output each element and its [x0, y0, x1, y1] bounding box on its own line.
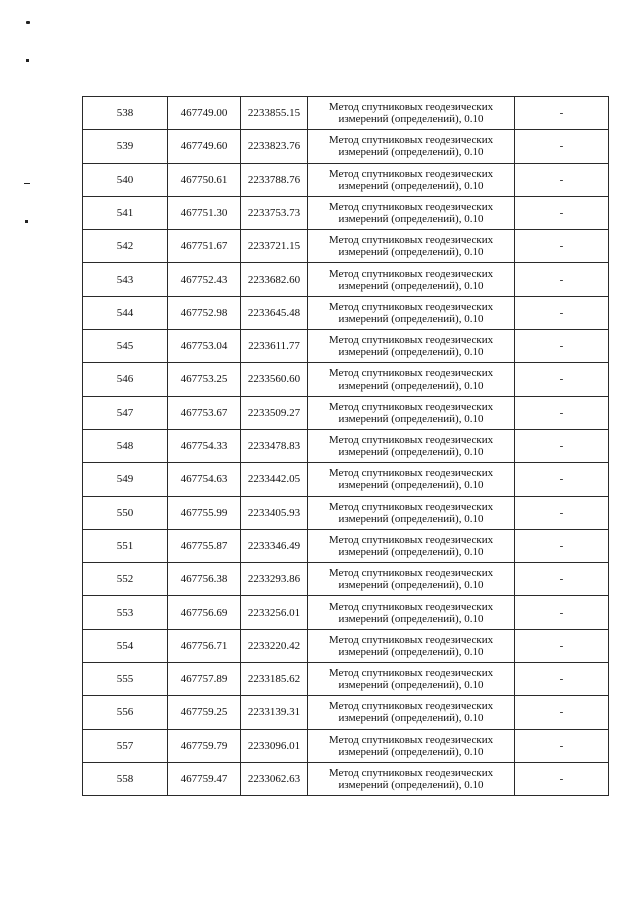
point-number-cell: 540 — [83, 163, 168, 196]
point-number-cell: 556 — [83, 696, 168, 729]
method-cell — [308, 429, 515, 462]
x-coordinate-cell: 467759.47 — [168, 762, 241, 795]
x-coordinate-cell: 467751.30 — [168, 196, 241, 229]
x-coordinate-cell: 467759.25 — [168, 696, 241, 729]
note-cell: - — [515, 496, 609, 529]
table-row — [83, 629, 609, 662]
point-number-cell: 546 — [83, 363, 168, 396]
table-row — [83, 330, 609, 363]
note-cell: - — [515, 130, 609, 163]
method-cell — [308, 263, 515, 296]
y-coordinate-cell: 2233096.01 — [241, 729, 308, 762]
point-number-cell: 547 — [83, 396, 168, 429]
method-cell — [308, 729, 515, 762]
note-cell: - — [515, 363, 609, 396]
note-cell: - — [515, 629, 609, 662]
method-text-line1: Метод спутниковых геодезических — [328, 633, 494, 646]
note-cell: - — [515, 230, 609, 263]
note-cell: - — [515, 529, 609, 562]
x-coordinate-cell: 467756.71 — [168, 629, 241, 662]
method-text-line2: измерений (определений), 0.10 — [338, 113, 484, 126]
method-text-line2: измерений (определений), 0.10 — [338, 512, 484, 525]
table-row — [83, 196, 609, 229]
x-coordinate-cell: 467753.25 — [168, 363, 241, 396]
point-number-cell: 539 — [83, 130, 168, 163]
x-coordinate-cell: 467751.67 — [168, 230, 241, 263]
x-coordinate-cell: 467749.60 — [168, 130, 241, 163]
note-cell: - — [515, 396, 609, 429]
point-number-cell: 553 — [83, 596, 168, 629]
method-text-line2: измерений (определений), 0.10 — [338, 213, 484, 226]
method-text-line2: измерений (определений), 0.10 — [338, 712, 484, 725]
note-cell: - — [515, 296, 609, 329]
method-cell — [308, 463, 515, 496]
method-text-line2: измерений (определений), 0.10 — [338, 479, 484, 492]
point-number-cell: 544 — [83, 296, 168, 329]
method-text-line1: Метод спутниковых геодезических — [328, 367, 494, 380]
x-coordinate-cell: 467754.63 — [168, 463, 241, 496]
method-text-line2: измерений (определений), 0.10 — [338, 779, 484, 792]
method-text-line1: Метод спутниковых геодезических — [328, 300, 494, 313]
method-text-line2: измерений (определений), 0.10 — [338, 279, 484, 292]
method-text-line2: измерений (определений), 0.10 — [338, 645, 484, 658]
method-cell — [308, 130, 515, 163]
method-cell — [308, 596, 515, 629]
method-text-line1: Метод спутниковых геодезических — [328, 234, 494, 247]
x-coordinate-cell: 467755.87 — [168, 529, 241, 562]
table-row — [83, 363, 609, 396]
y-coordinate-cell: 2233220.42 — [241, 629, 308, 662]
method-cell — [308, 163, 515, 196]
method-text-line1: Метод спутниковых геодезических — [328, 434, 494, 447]
method-text-line2: измерений (определений), 0.10 — [338, 246, 484, 259]
method-cell — [308, 529, 515, 562]
note-cell: - — [515, 163, 609, 196]
y-coordinate-cell: 2233509.27 — [241, 396, 308, 429]
point-number-cell: 550 — [83, 496, 168, 529]
method-text-line1: Метод спутниковых геодезических — [328, 400, 494, 413]
table-row — [83, 463, 609, 496]
method-text-line1: Метод спутниковых геодезических — [328, 700, 494, 713]
point-number-cell: 555 — [83, 663, 168, 696]
x-coordinate-cell: 467752.98 — [168, 296, 241, 329]
note-cell: - — [515, 463, 609, 496]
x-coordinate-cell: 467756.38 — [168, 563, 241, 596]
note-cell: - — [515, 196, 609, 229]
point-number-cell: 554 — [83, 629, 168, 662]
method-cell — [308, 97, 515, 130]
y-coordinate-cell: 2233645.48 — [241, 296, 308, 329]
y-coordinate-cell: 2233346.49 — [241, 529, 308, 562]
table-row — [83, 296, 609, 329]
method-text-line2: измерений (определений), 0.10 — [338, 446, 484, 459]
point-number-cell: 558 — [83, 762, 168, 795]
note-cell: - — [515, 330, 609, 363]
method-text-line1: Метод спутниковых геодезических — [328, 733, 494, 746]
table-row — [83, 230, 609, 263]
table-row — [83, 496, 609, 529]
x-coordinate-cell: 467756.69 — [168, 596, 241, 629]
x-coordinate-cell: 467753.04 — [168, 330, 241, 363]
y-coordinate-cell: 2233256.01 — [241, 596, 308, 629]
method-text-line1: Метод спутниковых геодезических — [328, 101, 494, 114]
y-coordinate-cell: 2233823.76 — [241, 130, 308, 163]
x-coordinate-cell: 467753.67 — [168, 396, 241, 429]
table-row — [83, 696, 609, 729]
method-cell — [308, 696, 515, 729]
method-text-line2: измерений (определений), 0.10 — [338, 346, 484, 359]
y-coordinate-cell: 2233560.60 — [241, 363, 308, 396]
method-text-line2: измерений (определений), 0.10 — [338, 312, 484, 325]
note-cell: - — [515, 663, 609, 696]
method-text-line1: Метод спутниковых геодезических — [328, 267, 494, 280]
table-row — [83, 97, 609, 130]
x-coordinate-cell: 467754.33 — [168, 429, 241, 462]
method-text-line2: измерений (определений), 0.10 — [338, 745, 484, 758]
table-row — [83, 663, 609, 696]
x-coordinate-cell: 467759.79 — [168, 729, 241, 762]
method-text-line2: измерений (определений), 0.10 — [338, 412, 484, 425]
note-cell: - — [515, 729, 609, 762]
coordinates-table-body — [83, 97, 609, 796]
point-number-cell: 552 — [83, 563, 168, 596]
note-cell: - — [515, 596, 609, 629]
y-coordinate-cell: 2233139.31 — [241, 696, 308, 729]
y-coordinate-cell: 2233753.73 — [241, 196, 308, 229]
scan-mark — [26, 21, 30, 24]
point-number-cell: 538 — [83, 97, 168, 130]
method-cell — [308, 396, 515, 429]
point-number-cell: 548 — [83, 429, 168, 462]
point-number-cell: 543 — [83, 263, 168, 296]
y-coordinate-cell: 2233682.60 — [241, 263, 308, 296]
point-number-cell: 551 — [83, 529, 168, 562]
method-text-line2: измерений (определений), 0.10 — [338, 612, 484, 625]
method-text-line1: Метод спутниковых геодезических — [328, 134, 494, 147]
method-text-line1: Метод спутниковых геодезических — [328, 200, 494, 213]
method-cell — [308, 330, 515, 363]
method-cell — [308, 496, 515, 529]
method-text-line2: измерений (определений), 0.10 — [338, 179, 484, 192]
method-text-line1: Метод спутниковых геодезических — [328, 766, 494, 779]
method-text-line2: измерений (определений), 0.10 — [338, 379, 484, 392]
table-row — [83, 563, 609, 596]
method-text-line1: Метод спутниковых геодезических — [328, 567, 494, 580]
method-cell — [308, 296, 515, 329]
table-row — [83, 130, 609, 163]
y-coordinate-cell: 2233478.83 — [241, 429, 308, 462]
method-cell — [308, 363, 515, 396]
y-coordinate-cell: 2233611.77 — [241, 330, 308, 363]
table-row — [83, 529, 609, 562]
note-cell: - — [515, 97, 609, 130]
y-coordinate-cell: 2233293.86 — [241, 563, 308, 596]
y-coordinate-cell: 2233721.15 — [241, 230, 308, 263]
y-coordinate-cell: 2233185.62 — [241, 663, 308, 696]
note-cell: - — [515, 696, 609, 729]
method-text-line1: Метод спутниковых геодезических — [328, 167, 494, 180]
x-coordinate-cell: 467757.89 — [168, 663, 241, 696]
point-number-cell: 541 — [83, 196, 168, 229]
point-number-cell: 549 — [83, 463, 168, 496]
table-row — [83, 729, 609, 762]
scan-mark — [25, 220, 28, 223]
scan-mark — [26, 59, 29, 62]
method-text-line1: Метод спутниковых геодезических — [328, 600, 494, 613]
table-row — [83, 596, 609, 629]
method-text-line1: Метод спутниковых геодезических — [328, 467, 494, 480]
method-cell — [308, 629, 515, 662]
coordinates-table — [82, 96, 609, 796]
y-coordinate-cell: 2233788.76 — [241, 163, 308, 196]
note-cell: - — [515, 563, 609, 596]
point-number-cell: 545 — [83, 330, 168, 363]
table-row — [83, 263, 609, 296]
method-cell — [308, 663, 515, 696]
y-coordinate-cell: 2233062.63 — [241, 762, 308, 795]
point-number-cell: 557 — [83, 729, 168, 762]
method-text-line1: Метод спутниковых геодезических — [328, 334, 494, 347]
table-row — [83, 762, 609, 795]
x-coordinate-cell: 467752.43 — [168, 263, 241, 296]
table-row — [83, 163, 609, 196]
note-cell: - — [515, 762, 609, 795]
y-coordinate-cell: 2233442.05 — [241, 463, 308, 496]
method-text-line1: Метод спутниковых геодезических — [328, 533, 494, 546]
method-text-line1: Метод спутниковых геодезических — [328, 500, 494, 513]
method-cell — [308, 196, 515, 229]
method-cell — [308, 762, 515, 795]
table-row — [83, 396, 609, 429]
point-number-cell: 542 — [83, 230, 168, 263]
note-cell: - — [515, 263, 609, 296]
method-text-line2: измерений (определений), 0.10 — [338, 146, 484, 159]
method-text-line1: Метод спутниковых геодезических — [328, 667, 494, 680]
method-cell — [308, 230, 515, 263]
y-coordinate-cell: 2233405.93 — [241, 496, 308, 529]
x-coordinate-cell: 467750.61 — [168, 163, 241, 196]
y-coordinate-cell: 2233855.15 — [241, 97, 308, 130]
method-text-line2: измерений (определений), 0.10 — [338, 679, 484, 692]
table-row — [83, 429, 609, 462]
method-cell — [308, 563, 515, 596]
x-coordinate-cell: 467749.00 — [168, 97, 241, 130]
scan-mark — [24, 183, 30, 184]
method-text-line2: измерений (определений), 0.10 — [338, 579, 484, 592]
x-coordinate-cell: 467755.99 — [168, 496, 241, 529]
method-text-line2: измерений (определений), 0.10 — [338, 546, 484, 558]
note-cell: - — [515, 429, 609, 462]
